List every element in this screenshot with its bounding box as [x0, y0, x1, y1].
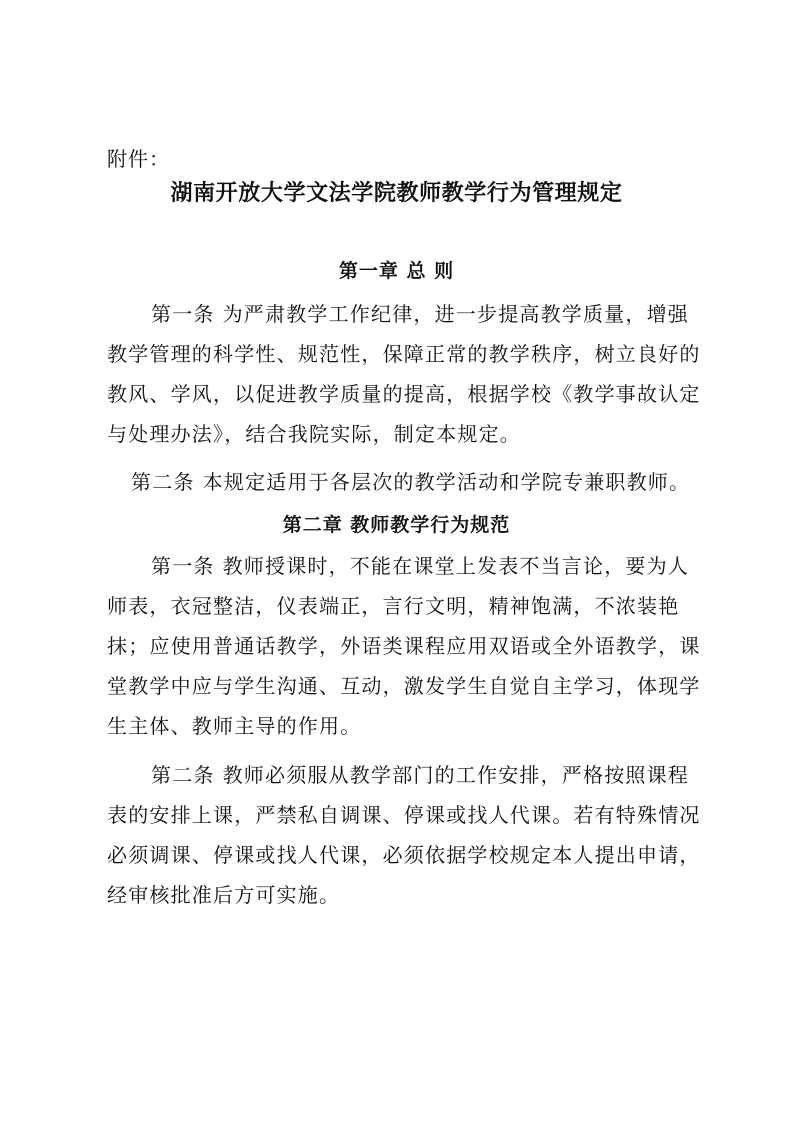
article-text: 本规定适用于各层次的教学活动和学院专兼职教师。: [202, 470, 691, 494]
article-label: 第一条: [151, 554, 215, 578]
article-text: 教师授课时，不能在课堂上发表不当言论，要为人师表，衣冠整洁，仪表端正，言行文明，精神饱满，不浓装艳抹；应使用普通话教学，外语类课程应用双语或全外语教学，课堂教学中应与学生沟通、互动，激发学生自觉自主学习，体现学生主体、教师主导的作用。: [107, 554, 701, 738]
document-title: 湖南开放大学文法学院教师教学行为管理规定: [170, 181, 623, 206]
chapter-2-article-1: [107, 546, 701, 746]
article-label: 第一条: [151, 302, 215, 326]
chapter-1-article-2: [131, 462, 701, 502]
article-label: 第二条: [131, 470, 195, 494]
chapter-2-article-2: [107, 755, 701, 915]
article-text: 为严肃教学工作纪律，进一步提高教学质量，增强教学管理的科学性、规范性，保障正常的教学秩序，树立良好的教风、学风，以促进教学质量的提高，根据学校《教学事故认定与处理办法》，结合我院实际，制定本规定。: [107, 302, 701, 446]
chapter-2-heading: 第二章 教师教学行为规范: [282, 514, 511, 536]
chapter-1-heading: 第一章 总 则: [338, 260, 455, 282]
chapter-1-article-1: [107, 294, 701, 454]
attachment-label: 附件：: [107, 147, 170, 171]
article-text: 教师必须服从教学部门的工作安排，严格按照课程表的安排上课，严禁私自调课、停课或找人代课。若有特殊情况必须调课、停课或找人代课，必须依据学校规定本人提出申请，经审核批准后方可实施。: [107, 763, 701, 907]
article-label: 第二条: [151, 763, 215, 787]
